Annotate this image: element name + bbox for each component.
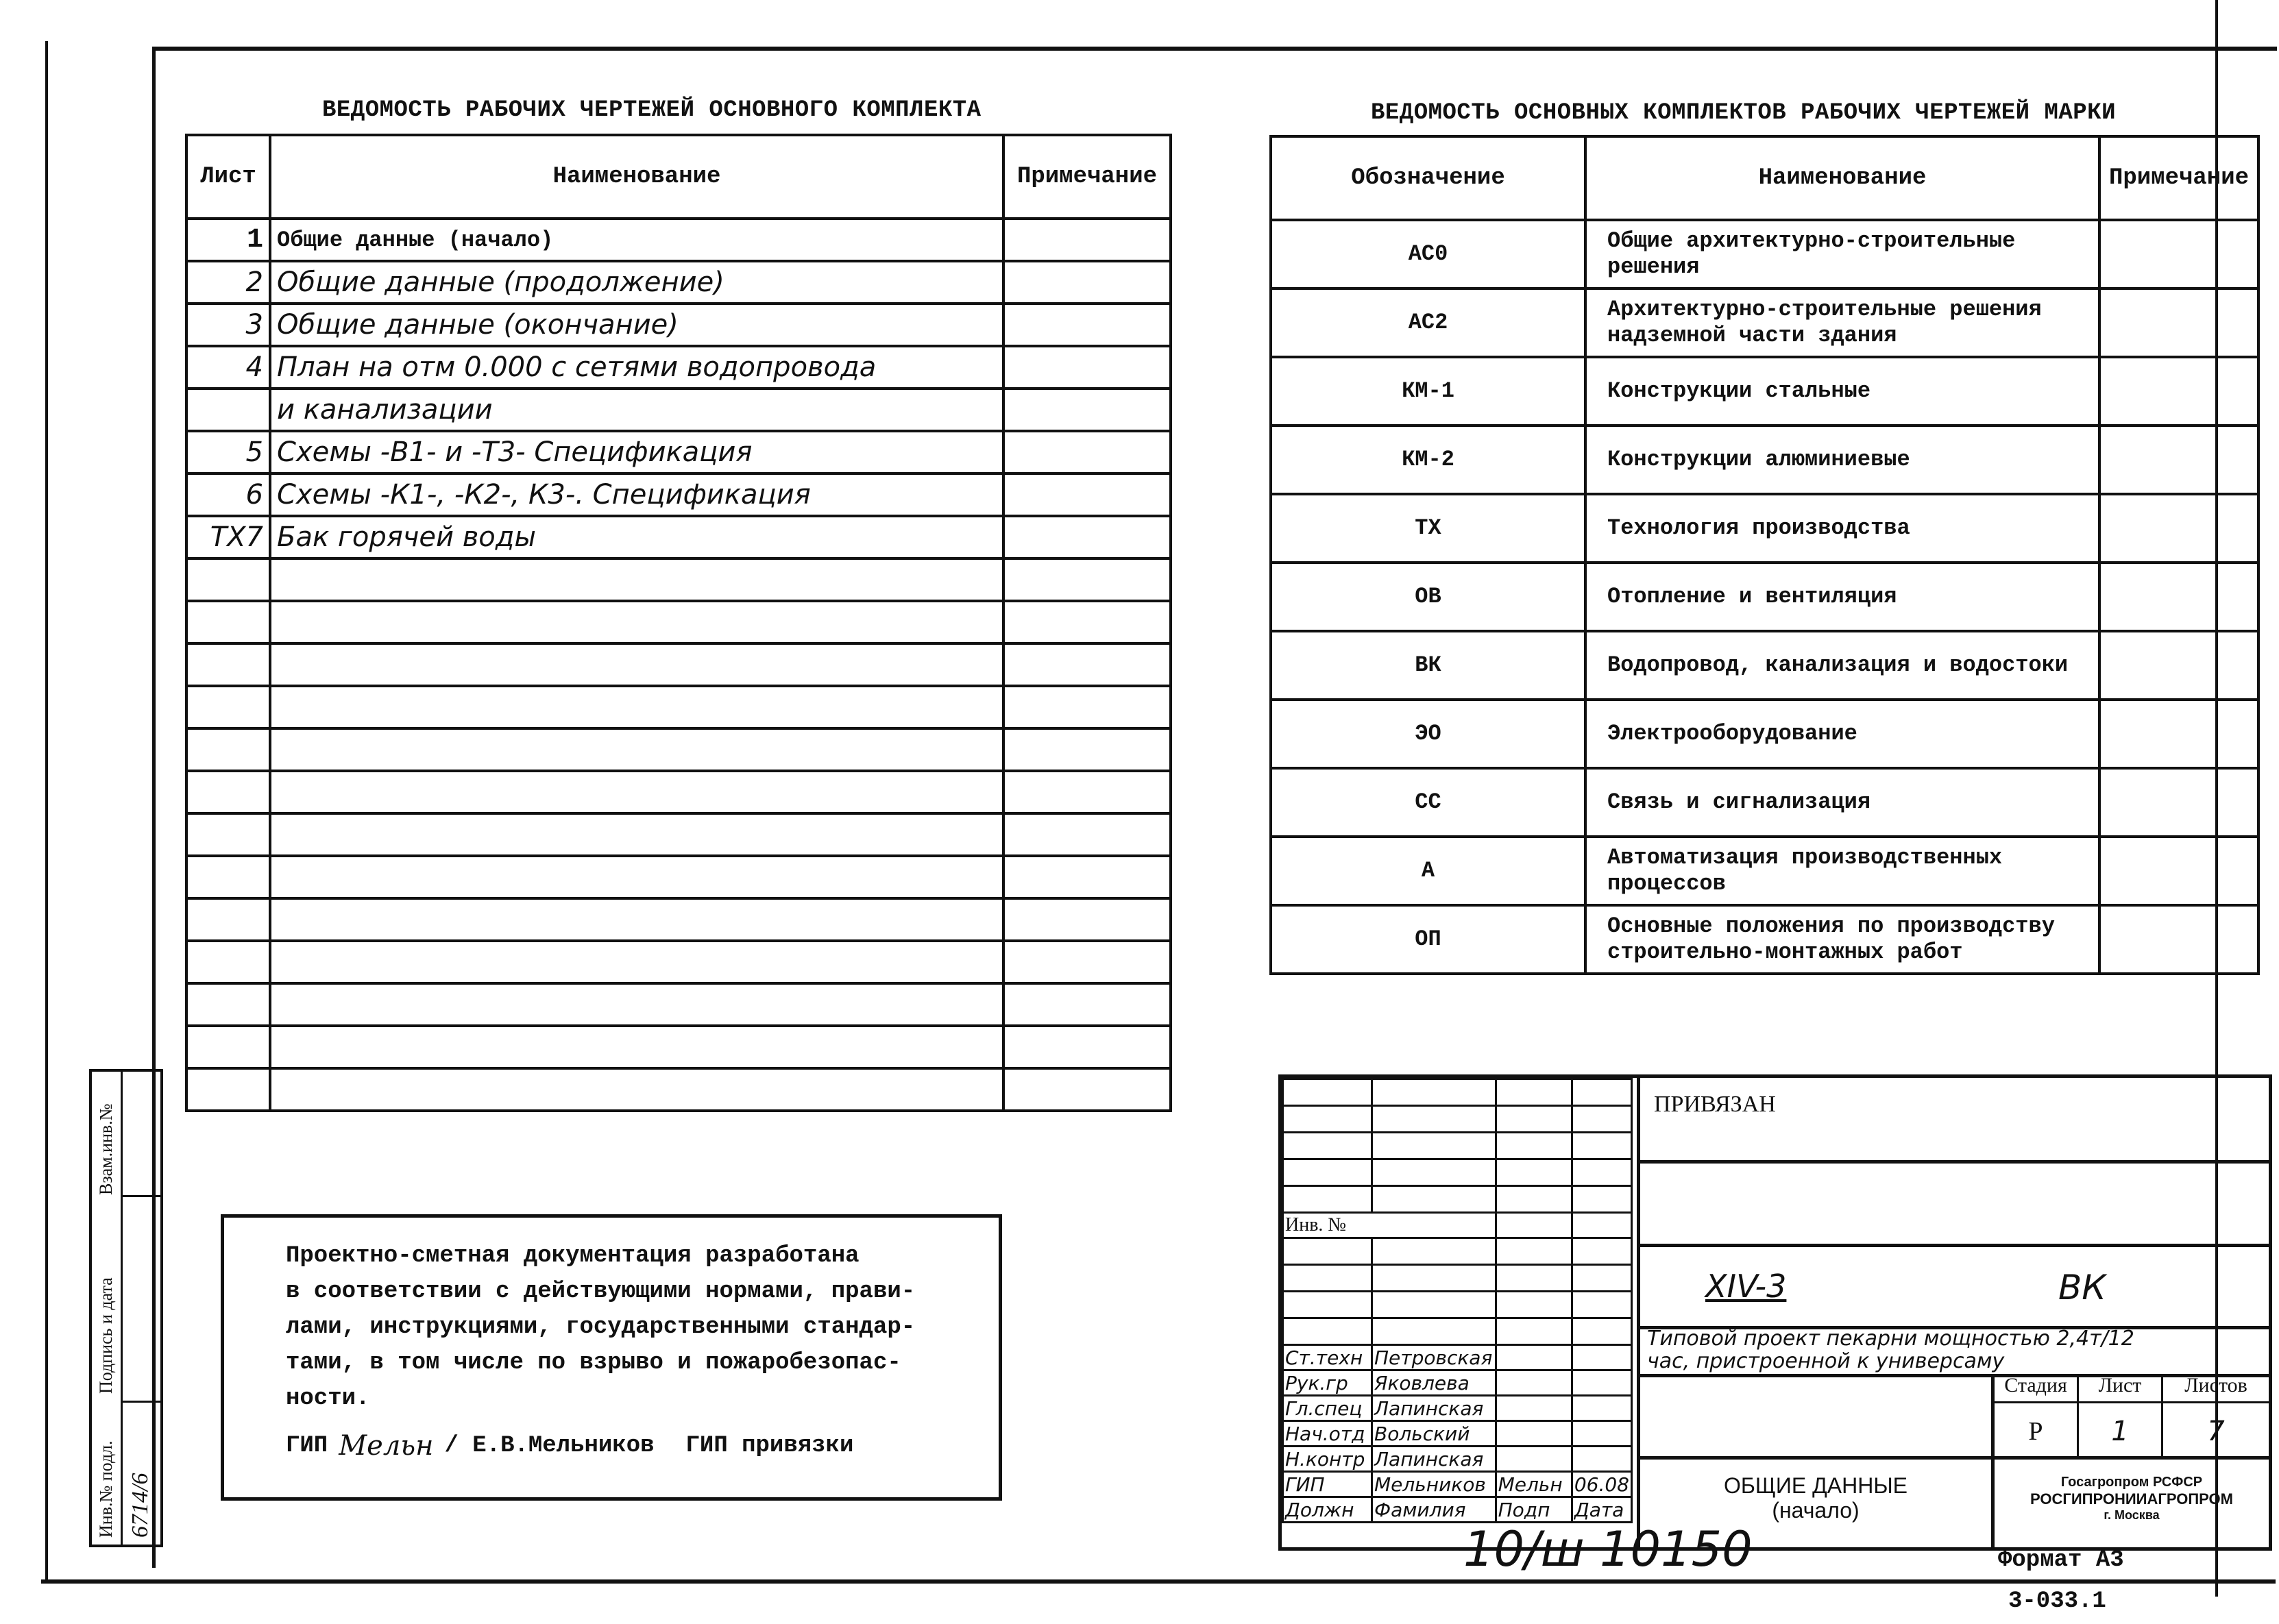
blank-row — [1283, 1238, 1632, 1265]
table-row — [186, 601, 1171, 643]
project-code: XIV-3 — [1705, 1268, 1787, 1305]
sheet-number — [186, 1068, 270, 1111]
sheet-name — [270, 686, 1003, 728]
signer-name: Яковлева — [1372, 1370, 1496, 1396]
approval-grid — [1282, 1078, 1633, 1547]
table-row — [186, 643, 1171, 686]
signers-footer-row — [1283, 1497, 1632, 1523]
table-row — [1271, 494, 2258, 563]
set-code: ТХ — [1271, 494, 1585, 563]
table-row — [186, 983, 1171, 1026]
set-note — [2099, 426, 2258, 494]
sheet-number — [186, 941, 270, 983]
table-row — [1271, 905, 2258, 974]
table-row — [186, 261, 1171, 304]
set-note — [2099, 288, 2258, 357]
sheet-name — [270, 643, 1003, 686]
org-line2: РОСГИПРОНИИАГРОПРОМ — [2030, 1490, 2233, 1508]
set-name: Водопровод, канализация и водостоки — [1585, 631, 2099, 700]
sheet-note — [1003, 261, 1171, 304]
gip-name: / Е.В.Мельников — [444, 1433, 655, 1459]
set-list-table — [1269, 135, 2260, 975]
sheet-number — [186, 771, 270, 813]
set-name: Общие архитектурно-строительные решения — [1585, 220, 2099, 288]
compliance-notice-box — [221, 1214, 1002, 1501]
table-header-row — [186, 135, 1171, 219]
signer-role: Нач.отд — [1283, 1421, 1372, 1447]
side-stamp-labels — [92, 1072, 123, 1545]
signer-signature — [1496, 1345, 1572, 1370]
set-code: ОП — [1271, 905, 1585, 974]
signer-role: Ст.техн — [1283, 1345, 1372, 1370]
table-row — [186, 898, 1171, 941]
stage-label: Стадия — [1995, 1374, 2079, 1403]
project-title: Типовой проект пекарни мощностью 2,4т/12 час, пристроенной к универсаму — [1647, 1327, 2134, 1373]
signer-role: ГИП — [1283, 1472, 1372, 1497]
set-note — [2099, 220, 2258, 288]
table-row — [1271, 700, 2258, 768]
set-name: Конструкции стальные — [1585, 357, 2099, 426]
sheet-name — [270, 898, 1003, 941]
sheet-number: 1 — [186, 219, 270, 261]
set-code: А — [1271, 837, 1585, 905]
frame-border-top — [152, 47, 2277, 51]
sheet-note — [1003, 728, 1171, 771]
sheet-note — [1003, 558, 1171, 601]
sheet-note — [1003, 516, 1171, 558]
sheet-name — [270, 558, 1003, 601]
org-line1: Госагропром РСФСР — [2060, 1475, 2203, 1490]
col-header-name: Наименование — [270, 135, 1003, 219]
sheet-name: Бак горячей воды — [270, 516, 1003, 558]
compliance-notice-text: Проектно-сметная документация разработана в соответствии с действующими нормами, прави- лами, инструкциями, государственными стандар- тами, в том числе по взрыво и пожаробезопас- ности. — [286, 1243, 916, 1412]
sheet-note — [1003, 431, 1171, 473]
sheet-name — [270, 983, 1003, 1026]
set-name: Отопление и вентиляция — [1585, 563, 2099, 631]
mark-code: ВК — [2058, 1268, 2106, 1307]
signer-signature — [1496, 1421, 1572, 1447]
table-row — [186, 304, 1171, 346]
sheet-note — [1003, 389, 1171, 431]
footer-role: Должн — [1283, 1497, 1372, 1523]
org-line3: г. Москва — [2104, 1508, 2160, 1522]
table-row — [1271, 357, 2258, 426]
set-note — [2099, 494, 2258, 563]
sheet-note — [1003, 686, 1171, 728]
sheet-number — [186, 686, 270, 728]
set-name: Конструкции алюминиевые — [1585, 426, 2099, 494]
footer-name: Фамилия — [1372, 1497, 1496, 1523]
sheet-note — [1003, 771, 1171, 813]
table-row — [186, 431, 1171, 473]
signer-signature — [1496, 1396, 1572, 1421]
signer-name: Лапинская — [1372, 1447, 1496, 1472]
set-code: ЭО — [1271, 700, 1585, 768]
inv-label: Инв. № — [1283, 1213, 1496, 1238]
sheet-name — [270, 941, 1003, 983]
table-row — [1271, 563, 2258, 631]
title-block-main — [1637, 1078, 2269, 1547]
col-header-name: Наименование — [1585, 136, 2099, 220]
side-stamp — [89, 1069, 163, 1547]
sheet-name — [270, 1068, 1003, 1111]
set-name: Основные положения по производству строительно-монтажных работ — [1585, 905, 2099, 974]
set-note — [2099, 768, 2258, 837]
set-code: ОВ — [1271, 563, 1585, 631]
table-row — [186, 941, 1171, 983]
table-row — [186, 813, 1171, 856]
table-row — [1271, 220, 2258, 288]
sheet-number — [186, 389, 270, 431]
sheet-title-line2: (начало) — [1772, 1498, 1860, 1523]
set-name: Связь и сигнализация — [1585, 768, 2099, 837]
sheet-number: 6 — [186, 473, 270, 516]
sheet-number — [186, 601, 270, 643]
handwritten-registration-number: 10/ш 10150 — [1463, 1521, 1753, 1577]
set-code: АС2 — [1271, 288, 1585, 357]
sheet-number — [186, 1026, 270, 1068]
sheet-number: 5 — [186, 431, 270, 473]
signer-row — [1283, 1472, 1632, 1497]
signer-name: Петровская — [1372, 1345, 1496, 1370]
sheet-number — [186, 856, 270, 898]
stage-value: Р — [1995, 1403, 2079, 1460]
stage-grid — [1991, 1374, 2269, 1460]
inv-original-label: Инв.№ подл. — [96, 1440, 116, 1538]
sheet-note — [1003, 813, 1171, 856]
sheet-name: и канализации — [270, 389, 1003, 431]
set-note — [2099, 905, 2258, 974]
blank-row — [1283, 1186, 1632, 1213]
blank-row — [1283, 1133, 1632, 1159]
table-row — [1271, 768, 2258, 837]
table-row — [186, 558, 1171, 601]
sheet-name: План на отм 0.000 с сетями водопровода — [270, 346, 1003, 389]
sheet-name — [270, 1026, 1003, 1068]
signer-row — [1283, 1345, 1632, 1370]
frame-border-bottom — [41, 1579, 2276, 1584]
signer-name: Вольский — [1372, 1421, 1496, 1447]
signer-date — [1572, 1370, 1631, 1396]
sheet-name — [270, 771, 1003, 813]
table-row — [186, 771, 1171, 813]
set-note — [2099, 563, 2258, 631]
blank-cell — [1640, 1160, 2269, 1247]
sheet-list-table — [185, 134, 1172, 1112]
table-row — [186, 1068, 1171, 1111]
organization-cell — [1991, 1456, 2269, 1547]
sheet-number — [186, 983, 270, 1026]
signature-date-label: Подпись и дата — [96, 1277, 116, 1394]
table-row — [1271, 426, 2258, 494]
set-name: Автоматизация производственных процессов — [1585, 837, 2099, 905]
sheet-number — [186, 558, 270, 601]
table-row — [186, 686, 1171, 728]
signer-date — [1572, 1396, 1631, 1421]
blank-row — [1283, 1292, 1632, 1318]
signer-row — [1283, 1447, 1632, 1472]
sheet-name: Общие данные (начало) — [270, 219, 1003, 261]
sheet-note — [1003, 856, 1171, 898]
replaces-inv-label: Взам.инв.№ — [96, 1103, 116, 1195]
footer-sign: Подп — [1496, 1497, 1572, 1523]
table-row — [186, 516, 1171, 558]
signer-role: Рук.гр — [1283, 1370, 1372, 1396]
sheet-note — [1003, 473, 1171, 516]
set-note — [2099, 631, 2258, 700]
sheet-note — [1003, 346, 1171, 389]
sheet-label: Лист — [2079, 1374, 2163, 1403]
right-table-title: ВЕДОМОСТЬ ОСНОВНЫХ КОМПЛЕКТОВ РАБОЧИХ ЧЕРТЕЖЕЙ МАРКИ — [1371, 100, 2116, 126]
set-name: Архитектурно-строительные решения надземной части здания — [1585, 288, 2099, 357]
table-row — [186, 1026, 1171, 1068]
left-table-title: ВЕДОМОСТЬ РАБОЧИХ ЧЕРТЕЖЕЙ ОСНОВНОГО КОМПЛЕКТА — [322, 97, 982, 123]
sheet-note — [1003, 941, 1171, 983]
sheet-number: ТХ7 — [186, 516, 270, 558]
set-code: КМ-2 — [1271, 426, 1585, 494]
table-row — [1271, 288, 2258, 357]
set-code: КМ-1 — [1271, 357, 1585, 426]
sheet-name: Схемы -В1- и -Т3- Спецификация — [270, 431, 1003, 473]
sheet-number — [186, 813, 270, 856]
table-row — [1271, 631, 2258, 700]
sheet-note — [1003, 601, 1171, 643]
signer-row — [1283, 1370, 1632, 1396]
table-row — [186, 728, 1171, 771]
gip-label: ГИП — [286, 1433, 328, 1459]
signer-row — [1283, 1421, 1632, 1447]
sheet-note — [1003, 898, 1171, 941]
signer-signature — [1496, 1447, 1572, 1472]
set-code: СС — [1271, 768, 1585, 837]
signer-signature — [1496, 1370, 1572, 1396]
sheet-name — [270, 856, 1003, 898]
title-block — [1278, 1074, 2272, 1551]
sheet-note — [1003, 304, 1171, 346]
sheet-number — [186, 643, 270, 686]
format-label: Формат А3 — [1998, 1547, 2124, 1573]
inv-row — [1283, 1213, 1632, 1238]
sheet-note — [1003, 219, 1171, 261]
col-header-note: Примечание — [2099, 136, 2258, 220]
blank-row — [1283, 1318, 1632, 1345]
gip-signature: Мельн — [339, 1430, 434, 1462]
signer-signature: Мельн — [1496, 1472, 1572, 1497]
gip-binding-label: ГИП привязки — [685, 1433, 854, 1459]
sheet-note — [1003, 643, 1171, 686]
sheet-number: 2 — [186, 261, 270, 304]
sheet-name: Общие данные (окончание) — [270, 304, 1003, 346]
inventory-number: 6714/6 — [127, 1473, 153, 1538]
table-header-row — [1271, 136, 2258, 220]
sheet-name — [270, 813, 1003, 856]
sheets-value: 7 — [2207, 1416, 2225, 1447]
divider — [122, 1195, 160, 1197]
series-number: 3-033.1 — [2008, 1588, 2106, 1614]
signer-name: Лапинская — [1372, 1396, 1496, 1421]
sheet-title-line1: ОБЩИЕ ДАННЫЕ — [1723, 1473, 1908, 1498]
sheet-name: Общие данные (продолжение) — [270, 261, 1003, 304]
set-note — [2099, 837, 2258, 905]
blank-row — [1283, 1106, 1632, 1133]
col-header-sheet: Лист — [186, 135, 270, 219]
table-row — [1271, 837, 2258, 905]
sheet-number: 3 — [186, 304, 270, 346]
privyazan-cell — [1640, 1078, 2269, 1164]
blank-row — [1283, 1265, 1632, 1292]
divider — [122, 1401, 160, 1403]
sheet-name — [270, 728, 1003, 771]
sheet-note — [1003, 983, 1171, 1026]
set-name: Электрооборудование — [1585, 700, 2099, 768]
set-code: АС0 — [1271, 220, 1585, 288]
footer-date: Дата — [1572, 1497, 1631, 1523]
signer-role: Гл.спец — [1283, 1396, 1372, 1421]
gip-signature-row — [286, 1430, 853, 1462]
signer-date: 06.08 — [1572, 1472, 1631, 1497]
sheet-name — [270, 601, 1003, 643]
signer-date — [1572, 1345, 1631, 1370]
blank-row — [1283, 1079, 1632, 1106]
sheet-number: 4 — [186, 346, 270, 389]
sheet-note — [1003, 1068, 1171, 1111]
table-row — [186, 219, 1171, 261]
signer-name: Мельников — [1372, 1472, 1496, 1497]
table-row — [186, 856, 1171, 898]
set-note — [2099, 357, 2258, 426]
col-header-note: Примечание — [1003, 135, 1171, 219]
signer-date — [1572, 1421, 1631, 1447]
sheet-note — [1003, 1026, 1171, 1068]
sheet-number — [186, 728, 270, 771]
set-name: Технология производства — [1585, 494, 2099, 563]
table-row — [186, 346, 1171, 389]
project-code-cell — [1640, 1244, 2269, 1329]
set-note — [2099, 700, 2258, 768]
sheets-label: Листов — [2163, 1374, 2269, 1403]
sheet-value: 1 — [2079, 1403, 2163, 1460]
project-title-cell — [1640, 1326, 2269, 1377]
blank-row — [1283, 1159, 1632, 1186]
signer-date — [1572, 1447, 1631, 1472]
signer-role: Н.контр — [1283, 1447, 1372, 1472]
set-code: ВК — [1271, 631, 1585, 700]
page-edge — [45, 41, 48, 1583]
table-row — [186, 389, 1171, 431]
privyazan-label: ПРИВЯЗАН — [1654, 1092, 1776, 1117]
signer-row — [1283, 1396, 1632, 1421]
table-row — [186, 473, 1171, 516]
col-header-code: Обозначение — [1271, 136, 1585, 220]
sheet-number — [186, 898, 270, 941]
sheet-name: Схемы -К1-, -К2-, К3-. Спецификация — [270, 473, 1003, 516]
